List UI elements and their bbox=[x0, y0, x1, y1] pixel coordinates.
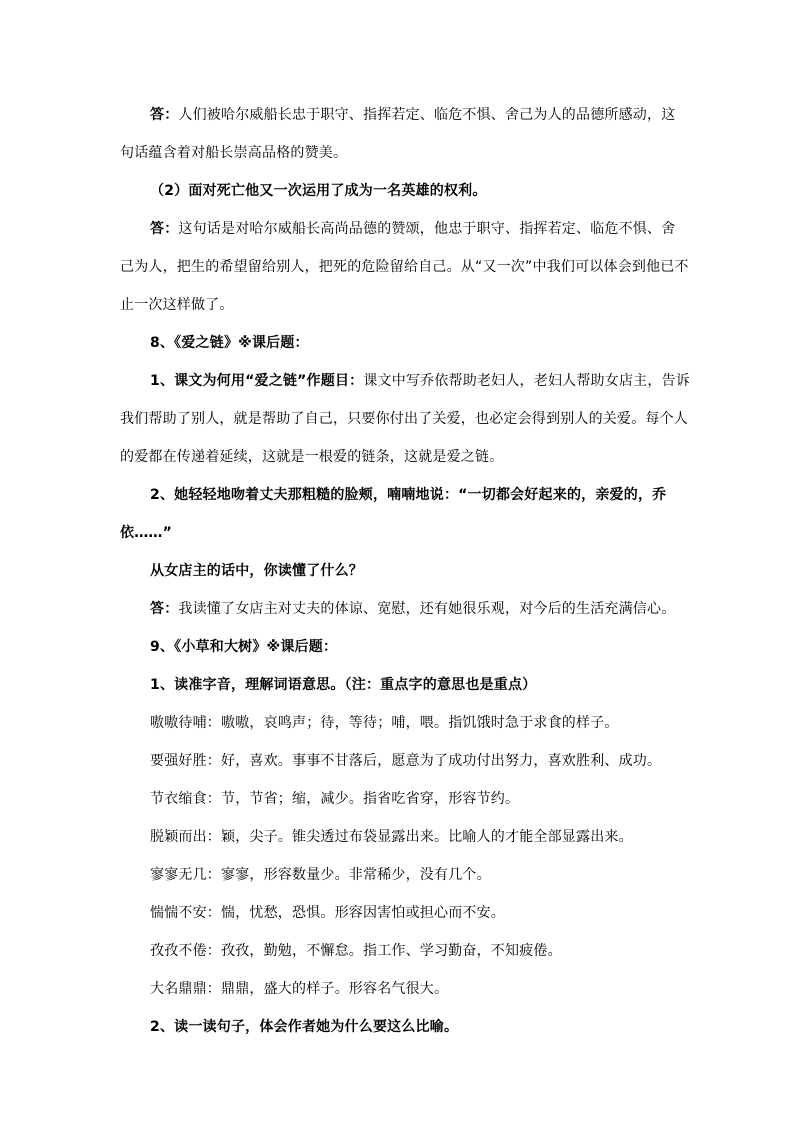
question-quote-line-2: 依……” bbox=[120, 525, 173, 541]
answer-text: 我读懂了女店主对丈夫的体谅、宽慰，还有她很乐观，对今后的生活充满信心。 bbox=[178, 601, 676, 617]
word-definition: 孜孜不倦：孜孜，勤勉，不懈怠。指工作、学习勤奋，不知疲倦。 bbox=[150, 943, 562, 959]
word-definition: 脱颖而出：颖，尖子。锥尖透过布袋显露出来。比喻人的才能全部显露出来。 bbox=[150, 829, 633, 845]
answer-paragraph-1-line-2: 句话蕴含着对船长崇高品格的赞美。 bbox=[120, 145, 348, 161]
love-chain-paragraph-line-1 bbox=[150, 371, 794, 391]
answer-text: 这句话是对哈尔威船长高尚品德的赞颂，他忠于职守、指挥若定、临危不惧、舍 bbox=[178, 221, 676, 237]
section-heading-9: 9、《小草和大树》※课后题： bbox=[150, 639, 338, 655]
answer-text: 人们被哈尔威船长忠于职守、指挥若定、临危不惧、舍己为人的品德所感动，这 bbox=[178, 107, 676, 123]
word-definition: 惴惴不安：惴，忧愁，恐惧。形容因害怕或担心而不安。 bbox=[150, 905, 505, 921]
answer-label: 答： bbox=[150, 601, 179, 617]
question-label: 1、课文为何用“爱之链”作题目： bbox=[150, 373, 364, 389]
question-2: （2）面对死亡他又一次运用了成为一名英雄的权利。 bbox=[150, 183, 487, 199]
question-word-meaning: 1、读准字音，理解词语意思。（注：重点字的意思也是重点） bbox=[150, 677, 537, 693]
section-heading-8: 8、《爱之链》※课后题： bbox=[150, 335, 309, 351]
word-definition: 要强好胜：好，喜欢。事事不甘落后，愿意为了成功付出努力，喜欢胜利、成功。 bbox=[150, 753, 662, 769]
answer-text: 课文中写乔依帮助老妇人，老妇人帮助女店主，告诉 bbox=[363, 373, 690, 389]
answer-label: 答： bbox=[150, 107, 179, 123]
word-definition: 嗷嗷待哺：嗷嗷，哀鸣声；待，等待；哺，喂。指饥饿时急于求食的样子。 bbox=[150, 715, 619, 731]
answer-paragraph-2-line-3: 止一次这样做了。 bbox=[120, 297, 234, 313]
word-definition: 大名鼎鼎：鼎鼎，盛大的样子。形容名气很大。 bbox=[150, 981, 449, 997]
answer-paragraph-2-line-2: 己为人，把生的希望留给别人，把死的危险留给自己。从“又一次”中我们可以体会到他已不 bbox=[120, 259, 689, 275]
answer-paragraph-2-line-1 bbox=[150, 219, 794, 239]
love-chain-paragraph-line-2: 我们帮助了别人，就是帮助了自己，只要你付出了关爱，也必定会得到别人的关爱。每个人 bbox=[120, 411, 688, 427]
word-definition: 寥寥无几：寥寥，形容数量少。非常稀少，没有几个。 bbox=[150, 867, 491, 883]
answer-paragraph-1-line-1 bbox=[150, 105, 794, 125]
question-female-shopkeeper: 从女店主的话中，你读懂了什么？ bbox=[150, 563, 363, 579]
love-chain-paragraph-line-3: 的爱都在传递着延续，这就是一根爱的链条，这就是爱之链。 bbox=[120, 449, 504, 465]
answer-label: 答： bbox=[150, 221, 179, 237]
word-definition: 节衣缩食：节，节省；缩，减少。指省吃省穿，形容节约。 bbox=[150, 791, 520, 807]
answer-female-shopkeeper bbox=[150, 599, 794, 619]
question-quote-line-1: 2、她轻轻地吻着丈夫那粗糙的脸颊，喃喃地说：“一切都会好起来的，亲爱的，乔 bbox=[150, 487, 667, 503]
question-metaphor: 2、读一读句子，体会作者她为什么要这么比喻。 bbox=[150, 1019, 459, 1035]
